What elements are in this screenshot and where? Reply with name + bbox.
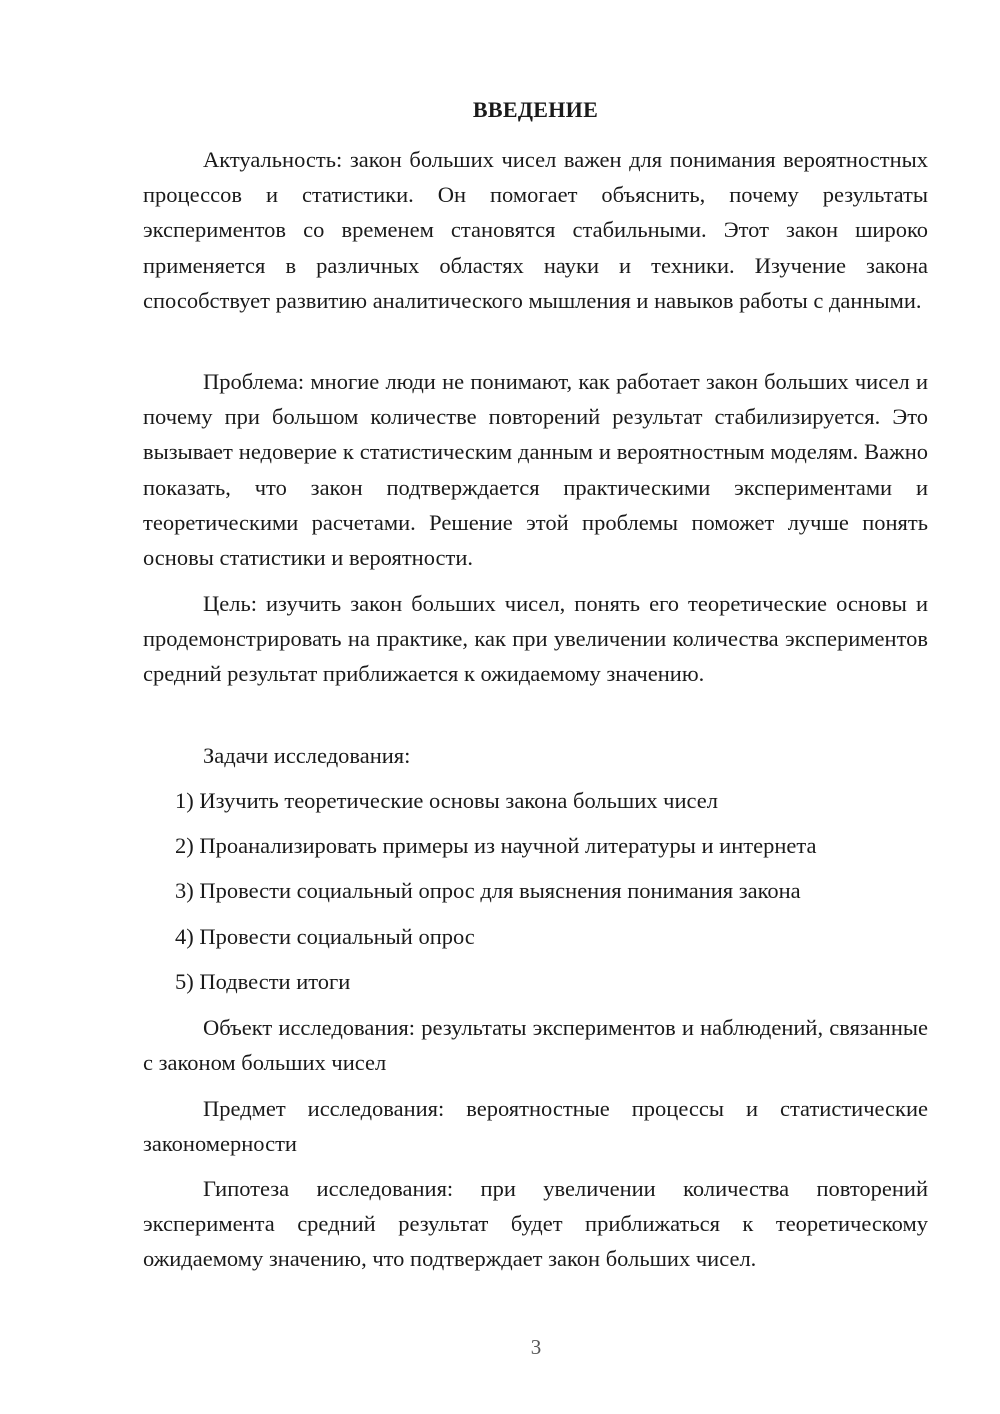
page-title: ВВЕДЕНИЕ — [472, 97, 599, 122]
tasks-heading: Задачи исследования: — [203, 743, 411, 768]
task-item-4: 4) Провести социальный опрос — [175, 924, 475, 949]
paragraph-subject: Предмет исследования: вероятностные процессы и статистические закономерности — [143, 1096, 928, 1157]
paragraph-hypothesis: Гипотеза исследования: при увеличении количества повторений эксперимента средний результат будет приближаться к теоретическому ожидаемому значению, что подтверждает закон больших чисел. — [143, 1176, 928, 1272]
task-item-5: 5) Подвести итоги — [175, 969, 351, 994]
task-item-3: 3) Провести социальный опрос для выяснения понимания закона — [175, 878, 801, 903]
paragraph-relevance: Актуальность: закон больших чисел важен для понимания вероятностных процессов и статистики. Он помогает объяснить, почему результаты экспериментов со временем становятся стабильными. Этот закон широко применяется в различных областях науки и техники. Изучение закона способствует развитию аналитического мышления и навыков работы с данными. — [143, 147, 928, 313]
task-item-1: 1) Изучить теоретические основы закона больших чисел — [175, 788, 718, 813]
paragraph-problem: Проблема: многие люди не понимают, как работает закон больших чисел и почему при большом количестве повторений результат стабилизируется. Это вызывает недоверие к статистическим данным и вероятностным моделям. Важно показать, что закон подтверждается практическими экспериментами и теоретическими расчетами. Решение этой проблемы поможет лучше понять основы статистики и вероятности. — [143, 369, 928, 571]
page-number: 3 — [530, 1335, 542, 1359]
paragraph-object: Объект исследования: результаты экспериментов и наблюдений, связанные с законом больших чисел — [143, 1015, 928, 1076]
paragraph-goal: Цель: изучить закон больших чисел, понять его теоретические основы и продемонстрировать на практике, как при увеличении количества экспериментов средний результат приближается к ожидаемому значению. — [143, 591, 928, 687]
task-item-2: 2) Проанализировать примеры из научной литературы и интернета — [175, 833, 817, 858]
